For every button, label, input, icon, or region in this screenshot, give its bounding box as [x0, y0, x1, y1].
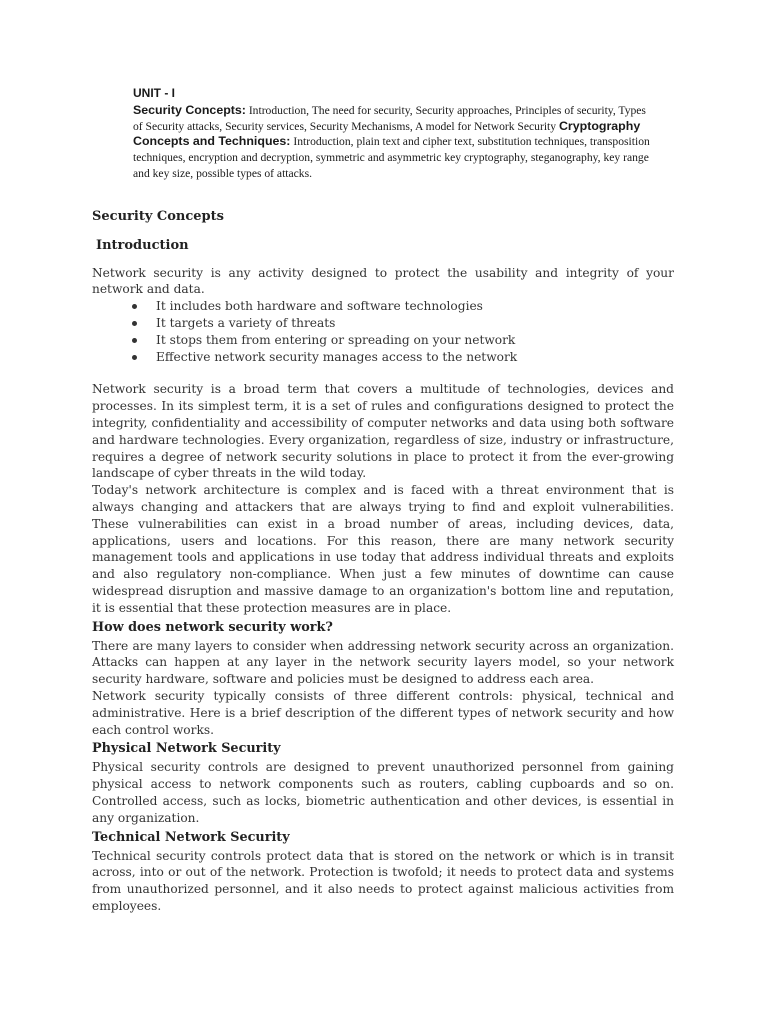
technical-security-paragraph: Technical security controls protect data that is stored on the network or which is in transit across, into or out of the network. Protection is twofold; it needs to protect data and systems from unauthorized personnel, and it also needs to protect against malicious activities from employees. [92, 848, 674, 913]
bullet-icon [132, 304, 137, 309]
intro-paragraph: Network security is any activity designed to protect the usability and integrity of your network and data. [92, 265, 674, 297]
unit-topics [133, 103, 653, 182]
physical-security-heading: Physical Network Security [92, 741, 281, 757]
security-topics: Introduction, The need for security, Security approaches, Principles of security, Types of Security attacks, Security services, Security Mechanisms, A model for Network Security [133, 103, 646, 133]
controls-paragraph: Network security typically consists of three different controls: physical, technical and administrative. Here is a brief description of the different types of network security and how each control works. [92, 688, 674, 737]
unit-heading: UNIT - I [133, 86, 175, 100]
list-item: Effective network security manages access to the network [132, 349, 674, 366]
cryptography-topics: Introduction, plain text and cipher text, substitution techniques, transposition techniques, encryption and decryption, symmetric and asymmetric key cryptography, steganography, key range and key size, possible types of attacks. [133, 135, 650, 180]
bullet-icon [132, 338, 137, 343]
main-content [92, 209, 674, 915]
bullet-icon [132, 321, 137, 326]
list-item: It stops them from entering or spreading on your network [132, 332, 674, 349]
list-item: It targets a variety of threats [132, 315, 674, 332]
unit-syllabus [133, 86, 653, 182]
broad-term-paragraph: Network security is a broad term that covers a multitude of technologies, devices and processes. In its simplest term, it is a set of rules and configurations designed to protect the integrity, confidentiality and accessibility of computer networks and data using both software and hardware technologies. Every organization, regardless of size, industry or infrastructure, requires a degree of network security solutions in place to protect it from the ever-growing landscape of cyber threats in the wild today. [92, 382, 674, 481]
introduction-title: Introduction [96, 237, 189, 253]
list-item: It includes both hardware and software technologies [132, 298, 674, 315]
architecture-paragraph: Today's network architecture is complex and is faced with a threat environment that is always changing and attackers that are always trying to find and exploit vulnerabilities. These vulnerabilities can exist in a broad number of areas, including devices, data, applications, users and locations. For this reason, there are many network security management tools and applications in use today that address individual threats and exploits and also regulatory non-compliance. When just a few minutes of downtime can cause widespread disruption and massive damage to an organization's bottom line and reputation, it is essential that these protection measures are in place. [92, 483, 674, 615]
section-title: Security Concepts [92, 209, 224, 224]
bullet-icon [132, 355, 137, 360]
technical-security-heading: Technical Network Security [92, 829, 290, 845]
feature-list [92, 298, 674, 365]
security-concepts-label: Security Concepts: [133, 102, 246, 117]
cryptography-label: Cryptography Concepts and Techniques: [133, 118, 641, 149]
physical-security-paragraph: Physical security controls are designed to prevent unauthorized personnel from gaining physical access to network components such as routers, cabling cupboards and so on. Controlled access, such as locks, biometric authentication and other devices, is essential in any organization. [92, 760, 674, 825]
how-it-works-heading: How does network security work? [92, 619, 333, 635]
layers-paragraph: There are many layers to consider when addressing network security across an organization. Attacks can happen at any layer in the network security layers model, so your network security hardware, software and policies must be designed to address each area. [92, 638, 674, 687]
